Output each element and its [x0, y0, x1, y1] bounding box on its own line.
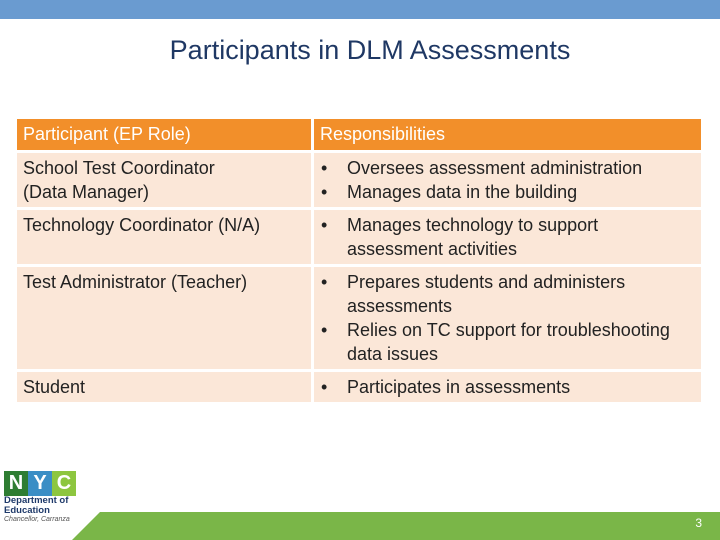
nyc-letters [4, 471, 82, 496]
header-responsibilities: Responsibilities [314, 119, 701, 150]
responsibility-item: • Relies on TC support for troubleshooting data issues [320, 318, 695, 366]
logo-letter-c: C [52, 471, 76, 496]
responsibility-item: • Manages data in the building [320, 180, 695, 204]
logo-education-line: Education [4, 505, 50, 516]
table-row [17, 372, 701, 402]
responsibility-item: • Participates in assessments [320, 375, 695, 399]
slide-title: Participants in DLM Assessments [169, 35, 571, 65]
responsibility-item: • Prepares students and administers assessments [320, 270, 695, 318]
table-row [17, 210, 701, 264]
responsibilities-cell [314, 372, 701, 402]
page-number: 3 [695, 516, 702, 530]
bottom-green-band [0, 512, 720, 540]
header-participant: Participant (EP Role) [17, 119, 311, 150]
responsibility-item: • Manages technology to support assessment activities [320, 213, 695, 261]
participant-line: (Data Manager) [23, 182, 150, 202]
table-header-row [17, 119, 701, 150]
participant-cell: Technology Coordinator (N/A) [17, 210, 311, 264]
top-accent-bar [0, 0, 720, 19]
logo-letter-n: N [4, 471, 28, 496]
logo-tagline: Chancellor, Carranza [4, 516, 70, 523]
participant-line: School Test Coordinator [23, 158, 215, 178]
responsibilities-table [14, 116, 704, 405]
responsibilities-cell [314, 267, 701, 369]
participant-cell: Test Administrator (Teacher) [17, 267, 311, 369]
participant-cell [17, 153, 311, 207]
responsibilities-cell [314, 210, 701, 264]
logo-letter-y: Y [28, 471, 52, 496]
logo-dept-line: Department of [4, 495, 69, 506]
responsibility-item: • Oversees assessment administration [320, 156, 695, 180]
participant-cell: Student [17, 372, 311, 402]
responsibilities-cell [314, 153, 701, 207]
table-row [17, 267, 701, 369]
table-row [17, 153, 701, 207]
